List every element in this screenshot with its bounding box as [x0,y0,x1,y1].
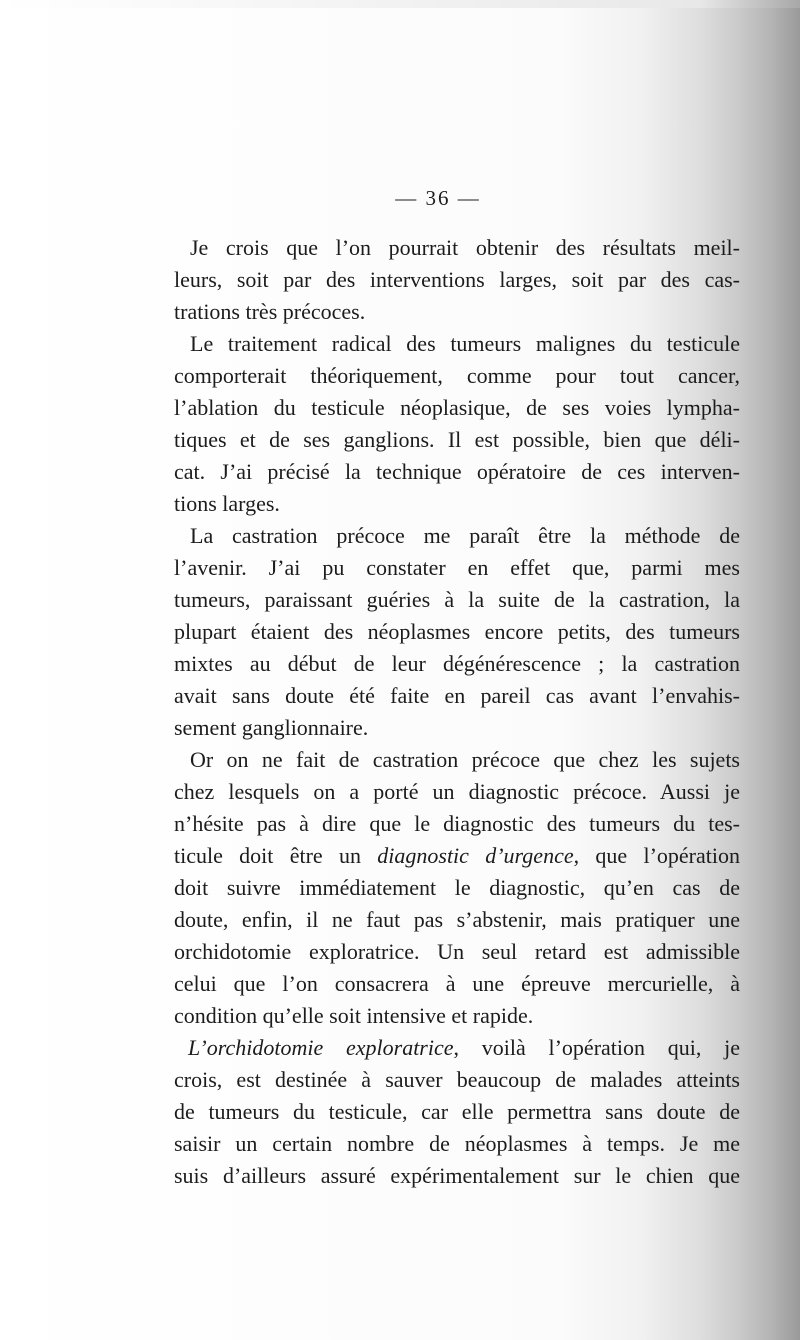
text-line: Je crois que l’on pourrait obtenir des résultats meil- [190,235,740,260]
text-line: n’hésite pas à dire que le diagnostic des tumeurs du tes- [174,811,740,836]
text-line: cat. J’ai précisé la technique opératoire de ces interven- [174,459,740,484]
text-line: tiques et de ses ganglions. Il est possible, bien que déli- [174,427,740,452]
text-line: doute, enfin, il ne faut pas s’abstenir, mais pratiquer une [174,907,740,932]
emphasis-text: L’orchidotomie exploratrice [188,1035,454,1060]
text-line: l’ablation du testicule néoplasique, de ses voies lympha- [174,395,740,420]
page-edge [0,0,800,8]
text-line [188,1032,740,1064]
text-line: avait sans doute été faite en pareil cas avant l’envahis- [174,683,740,708]
text-line: tumeurs, paraissant guéries à la suite de la castration, la [174,587,740,612]
text-run: ticule doit être un [174,843,378,868]
page-number: — 36 — [395,186,481,210]
text-line: Or on ne fait de castration précoce que chez les sujets [190,747,740,772]
text-line: comporterait théoriquement, comme pour tout cancer, [174,363,740,388]
text-line: saisir un certain nombre de néoplasmes à temps. Je me [174,1131,740,1156]
text-line: tions larges. [174,491,280,516]
text-line: leurs, soit par des interventions larges, soit par des cas- [174,267,740,292]
text-line: Le traitement radical des tumeurs malignes du testicule [190,331,740,356]
text-run: , voilà l’opération qui, je [453,1035,741,1060]
emphasis-text: diagnostic d’urgence [377,843,574,868]
text-line: trations très précoces. [174,299,366,324]
text-line: La castration précoce me paraît être la méthode de [190,523,740,548]
text-line: mixtes au début de leur dégénérescence ; la castration [174,651,740,676]
text-line: doit suivre immédiatement le diagnostic, qu’en cas de [174,875,740,900]
text-line: l’avenir. J’ai pu constater en effet que, parmi mes [174,555,740,580]
text-run: , que l’opération [573,843,740,868]
text-line: suis d’ailleurs assuré expérimentalement sur le chien que [174,1163,740,1188]
text-line: sement ganglionnaire. [174,715,369,740]
text-line: plupart étaient des néoplasmes encore petits, des tumeurs [174,619,740,644]
text-line: crois, est destinée à sauver beaucoup de malades atteints [174,1067,740,1092]
text-line [174,840,740,872]
text-line: celui que l’on consacrera à une épreuve mercurielle, à [174,971,740,996]
text-line: orchidotomie exploratrice. Un seul retard est admissible [174,939,740,964]
text-line: chez lesquels on a porté un diagnostic précoce. Aussi je [174,779,740,804]
text-line: de tumeurs du testicule, car elle permettra sans doute de [174,1099,740,1124]
text-line: condition qu’elle soit intensive et rapide. [174,1003,534,1028]
